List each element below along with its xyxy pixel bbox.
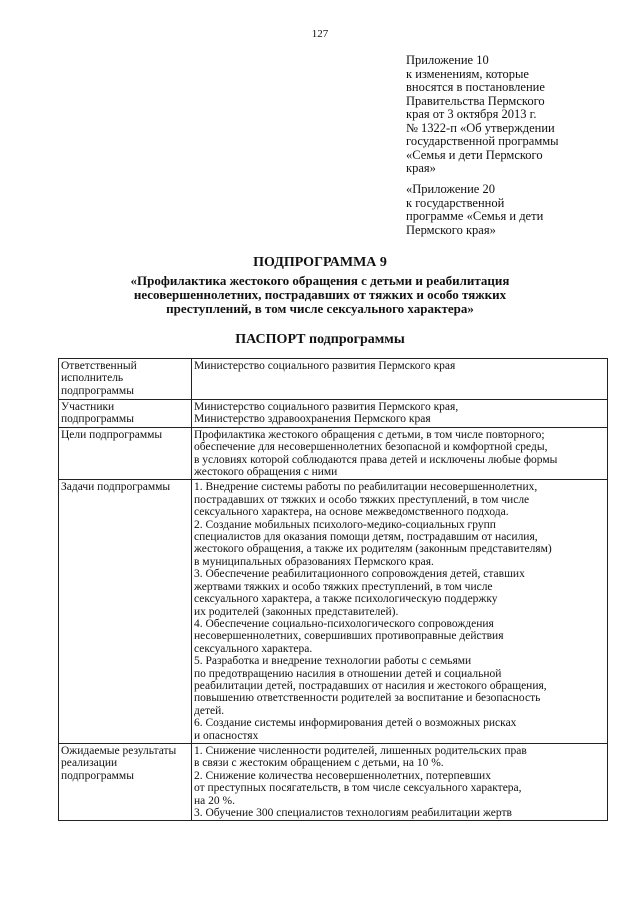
- row-value-line: по предотвращению насилия в отношении детей и социальной: [194, 667, 502, 680]
- appendix-note-program: [406, 183, 606, 237]
- row-value-line: в связи с жестоким обращением с детьми, на 10 %.: [194, 757, 444, 770]
- row-value-line: сексуального характера.: [194, 642, 313, 655]
- row-value-line: Министерство здравоохранения Пермского края: [194, 413, 431, 426]
- row-value-line: несовершеннолетних, совершивших противоправные действия: [194, 630, 504, 643]
- row-value-line: Профилактика жестокого обращения с детьми, в том числе повторного;: [194, 428, 545, 441]
- row-label: Участники подпрограммы: [59, 400, 192, 428]
- row-value-line: специалистов для оказания помощи детям, пострадавшим от насилия,: [194, 531, 538, 544]
- appendix-line: Пермского края»: [406, 222, 496, 237]
- row-value-line: от преступных посягательств, в том числе сексуального характера,: [194, 782, 522, 795]
- subprogram-name-line: преступлений, в том числе сексуального характера»: [166, 301, 474, 316]
- row-value-line: жестокого обращения, а также их родителям (законным представителям): [194, 543, 552, 556]
- appendix-line: № 1322-п «Об утверждении: [406, 120, 555, 135]
- row-value-line: на 20 %.: [194, 794, 235, 807]
- appendix-line: Приложение 10: [406, 53, 489, 67]
- row-label: Цели подпрограммы: [59, 427, 192, 480]
- appendix-line: вносятся в постановление: [406, 80, 545, 94]
- table-row: [59, 427, 608, 480]
- table-row: [59, 400, 608, 428]
- row-value-line: детей.: [194, 704, 225, 717]
- row-value-line: 1. Внедрение системы работы по реабилитации несовершеннолетних,: [194, 481, 538, 494]
- row-value-line: сексуального характера, а также психологическую поддержку: [194, 593, 498, 606]
- row-value-line: обеспечение для несовершеннолетних безопасной и комфортной среды,: [194, 441, 548, 454]
- appendix-line: к государственной: [406, 195, 505, 210]
- row-label: Ожидаемые результаты реализации подпрограммы: [59, 743, 192, 820]
- row-value-line: сексуального характера, на основе межведомственного подхода.: [194, 506, 509, 519]
- row-value: [192, 427, 608, 480]
- row-value-line: жертвами тяжких и особо тяжких преступлений, в том числе: [194, 580, 493, 593]
- row-value-line: в муниципальных образованиях Пермского края.: [194, 555, 434, 568]
- row-value-line: их родителей (законных представителей).: [194, 605, 399, 618]
- appendix-line: Правительства Пермского: [406, 93, 545, 108]
- row-value-line: 5. Разработка и внедрение технологии работы с семьями: [194, 655, 472, 668]
- row-value-line: 2. Создание мобильных психолого-медико-социальных групп: [194, 518, 496, 531]
- row-value-line: 6. Создание системы информирования детей о возможных рисках: [194, 717, 517, 730]
- row-value-line: жестокого обращения с ними: [194, 466, 338, 479]
- row-label: Ответственный исполнитель подпрограммы: [59, 359, 192, 400]
- appendix-line: «Семья и дети Пермского: [406, 147, 543, 162]
- row-label: Задачи подпрограммы: [59, 480, 192, 744]
- row-value-line: 3. Обеспечение реабилитационного сопровождения детей, ставших: [194, 568, 525, 581]
- row-value-line: в условиях которой соблюдаются права детей и исключены любые формы: [194, 453, 558, 466]
- appendix-line: к изменениям, которые: [406, 66, 529, 81]
- subprogram-name: [100, 274, 540, 316]
- row-value: [192, 743, 608, 820]
- row-value-line: 1. Снижение численности родителей, лишенных родительских прав: [194, 744, 527, 757]
- passport-title: ПАСПОРТ подпрограммы: [235, 332, 405, 347]
- row-value-line: повышению ответственности родителей за воспитание и безопасность: [194, 692, 541, 705]
- table-row: [59, 743, 608, 820]
- row-value-line: реабилитации детей, пострадавших от насилия и жестокого обращения,: [194, 679, 547, 692]
- row-value-line: 3. Обучение 300 специалистов технологиям реабилитации жертв: [194, 807, 512, 819]
- subprogram-title: ПОДПРОГРАММА 9: [253, 255, 387, 270]
- table-row: [59, 480, 608, 744]
- appendix-line: края от 3 октября 2013 г.: [406, 107, 537, 121]
- passport-table: [58, 358, 608, 821]
- row-value-line: 2. Снижение количества несовершеннолетних, потерпевших: [194, 769, 491, 782]
- table-row: [59, 359, 608, 400]
- row-value: [192, 359, 608, 400]
- row-value: [192, 480, 608, 744]
- appendix-line: государственной программы: [406, 134, 559, 148]
- row-value-line: 4. Обеспечение социально-психологического сопровождения: [194, 617, 494, 630]
- appendix-line: программе «Семья и дети: [406, 209, 544, 223]
- row-value-line: Министерство социального развития Пермского края: [194, 360, 456, 372]
- subprogram-name-line: «Профилактика жестокого обращения с детьми и реабилитация: [130, 273, 510, 288]
- row-value-line: пострадавших от тяжких и особо тяжких преступлений, в том числе: [194, 493, 530, 506]
- row-value-line: и опасностях: [194, 729, 259, 742]
- appendix-line: края»: [406, 161, 436, 175]
- appendix-line: «Приложение 20: [406, 182, 495, 196]
- page-number: 127: [311, 28, 329, 40]
- row-value-line: Министерство социального развития Пермского края,: [194, 401, 459, 413]
- subprogram-name-line: несовершеннолетних, пострадавших от тяжких и особо тяжких: [133, 287, 507, 302]
- appendix-note: [406, 54, 606, 176]
- row-value: [192, 400, 608, 428]
